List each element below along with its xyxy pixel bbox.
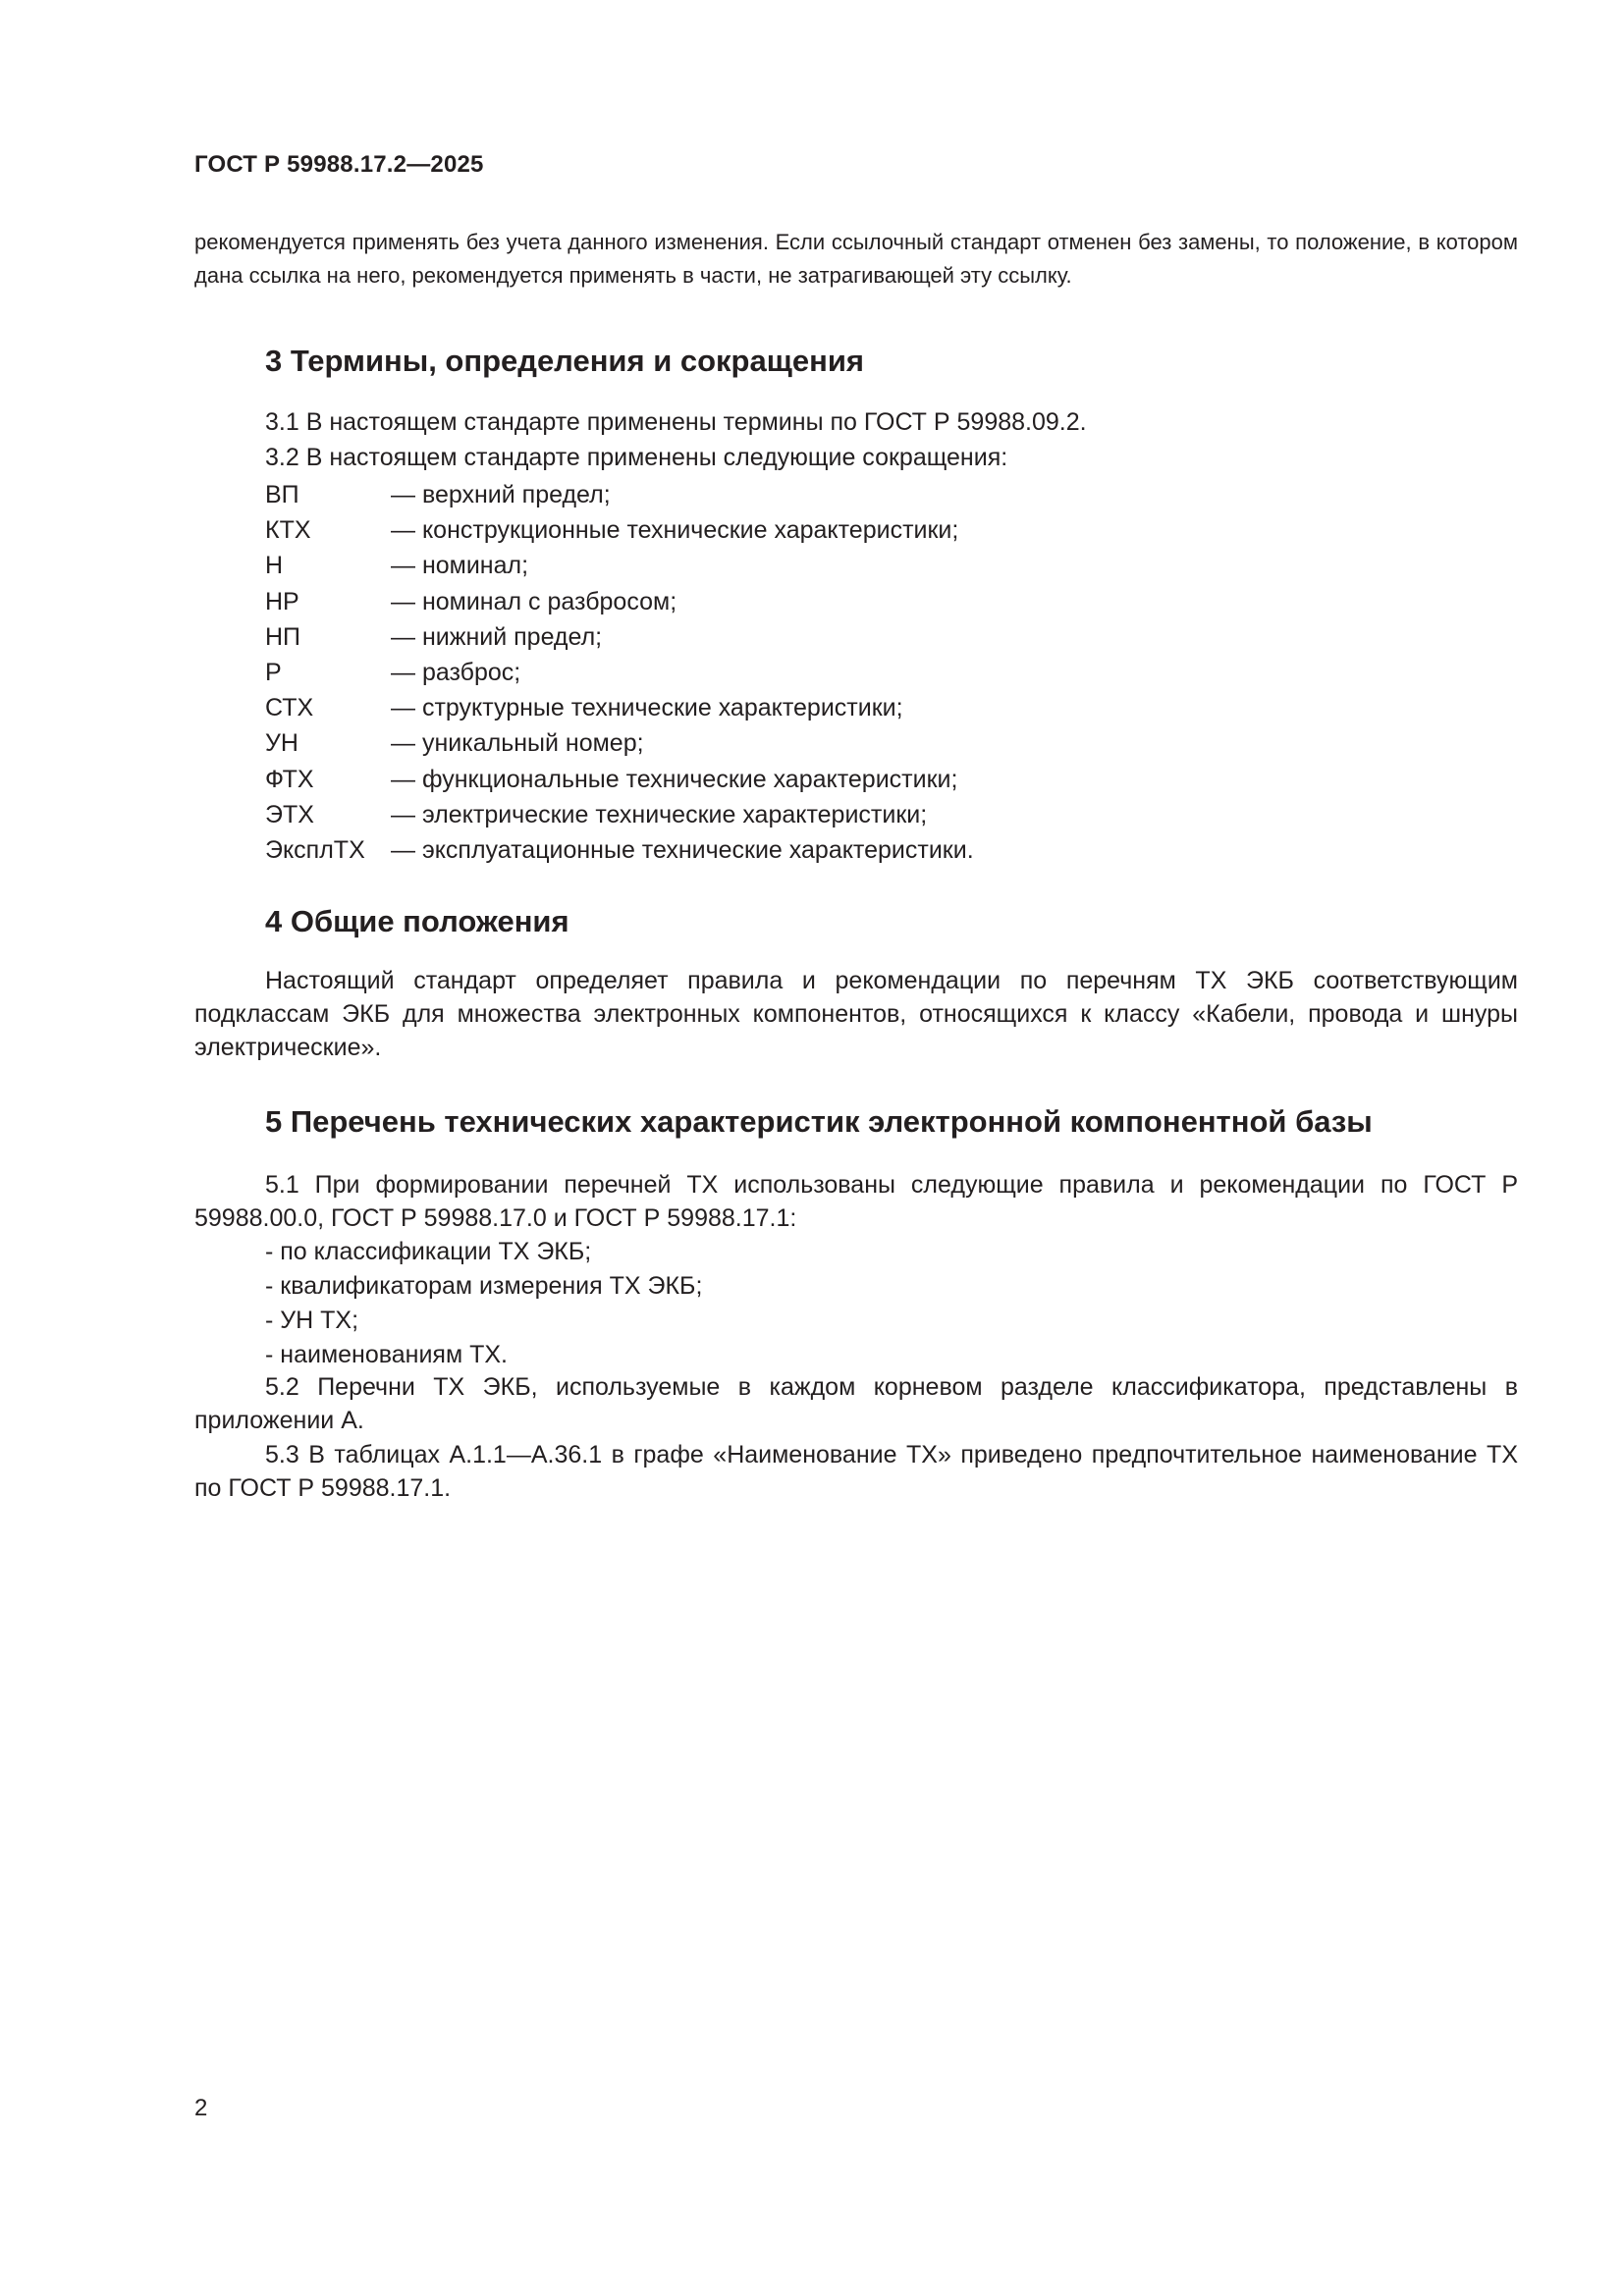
abbreviation-term: УН [265, 729, 298, 758]
abbreviation-item [265, 690, 974, 725]
abbreviation-definition: — конструкционные технические характеристики; [391, 516, 959, 545]
abbreviation-item [265, 655, 974, 690]
abbreviation-definition: — номинал с разбросом; [391, 587, 677, 615]
abbreviation-term: КТХ [265, 516, 311, 545]
abbreviation-item [265, 619, 974, 655]
abbreviation-term: Н [265, 552, 284, 580]
section-5-list-item: - по классификации ТХ ЭКБ; [265, 1238, 592, 1265]
abbreviation-definition: — номинал; [391, 552, 529, 580]
abbreviation-item [265, 548, 974, 583]
abbreviation-term: Р [265, 658, 282, 686]
section-3-paragraph-2: 3.2 В настоящем стандарте применены следующие сокращения: [265, 444, 1008, 471]
abbreviation-definition: — разброс; [391, 658, 521, 686]
abbreviation-term: НП [265, 622, 301, 651]
section-3-paragraph-1: 3.1 В настоящем стандарте применены термины по ГОСТ Р 59988.09.2. [265, 408, 1087, 436]
abbreviation-item [265, 832, 974, 868]
abbreviation-definition: — нижний предел; [391, 622, 603, 651]
abbreviation-definition: — электрические технические характеристики; [391, 800, 928, 828]
abbreviation-term: ЭТХ [265, 800, 314, 828]
abbreviation-term: ЭксплТХ [265, 835, 365, 864]
abbreviation-definition: — функциональные технические характеристики; [391, 765, 958, 793]
intro-paragraph: рекомендуется применять без учета данного изменения. Если ссылочный стандарт отменен без замены, то положение, в котором дана ссылка на него, рекомендуется применять в части, не затрагивающей эту ссылку. [194, 230, 1518, 288]
section-5-list-item: - УН ТХ; [265, 1307, 359, 1334]
abbreviation-term: ВП [265, 481, 299, 508]
section-5-list-item: - квалификаторам измерения ТХ ЭКБ; [265, 1272, 703, 1300]
abbreviation-list [265, 477, 974, 868]
abbreviation-item [265, 512, 974, 548]
abbreviation-item [265, 762, 974, 797]
abbreviation-item [265, 477, 974, 512]
section-4-paragraph: Настоящий стандарт определяет правила и рекомендации по перечням ТХ ЭКБ соответствующим подклассам ЭКБ для множества электронных компонентов, относящихся к классу «Кабели, провода и шнуры электрические». [194, 967, 1518, 1061]
section-5-paragraph-1: 5.1 При формировании перечней ТХ использованы следующие правила и рекомендации по ГОСТ Р 59988.00.0, ГОСТ Р 59988.17.0 и ГОСТ Р 59988.17.1: [194, 1171, 1518, 1232]
abbreviation-definition: — верхний предел; [391, 481, 611, 508]
page-number: 2 [194, 2095, 208, 2121]
section-5-list-item: - наименованиям ТХ. [265, 1341, 508, 1368]
abbreviation-term: СТХ [265, 694, 314, 722]
abbreviation-item [265, 797, 974, 832]
abbreviation-term: НР [265, 587, 299, 615]
section-5-title: 5 Перечень технических характеристик электронной компонентной базы [265, 1104, 1373, 1139]
abbreviation-definition: — уникальный номер; [391, 729, 644, 758]
section-5-paragraph-3: 5.3 В таблицах А.1.1—А.36.1 в графе «Наименование ТХ» приведено предпочтительное наименование ТХ по ГОСТ Р 59988.17.1. [194, 1441, 1518, 1502]
abbreviation-definition: — эксплуатационные технические характеристики. [391, 835, 974, 864]
section-5-paragraph-2: 5.2 Перечни ТХ ЭКБ, используемые в каждом корневом разделе классификатора, представлены в приложении А. [194, 1373, 1518, 1434]
abbreviation-item [265, 725, 974, 761]
document-header: ГОСТ Р 59988.17.2—2025 [194, 151, 484, 178]
abbreviation-term: ФТХ [265, 765, 314, 793]
section-3-title: 3 Термины, определения и сокращения [265, 344, 864, 378]
abbreviation-definition: — структурные технические характеристики; [391, 694, 903, 722]
section-4-title: 4 Общие положения [265, 904, 569, 938]
abbreviation-item [265, 584, 974, 619]
